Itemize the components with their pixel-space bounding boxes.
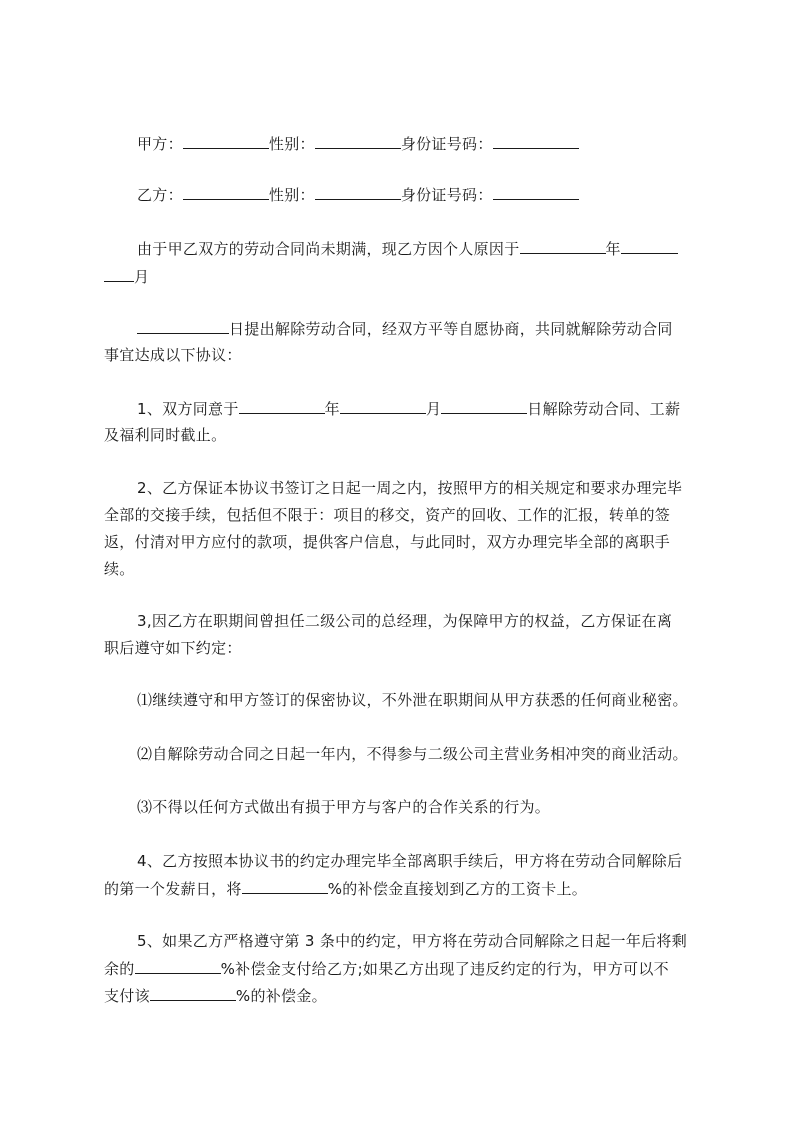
party-a-line [137,133,579,154]
clause-5-line-1: 5、如果乙方严格遵守第 3 条中的约定，甲方将在劳动合同解除之日起一年后将剩 [137,932,688,950]
clause-3-item-3: ⑶不得以任何方式做出有损于甲方与客户的合作关系的行为。 [137,798,551,816]
clause-1-year-label: 年 [324,400,340,418]
clause-1-month-label: 月 [425,400,442,418]
party-b-gender-blank[interactable] [315,184,401,200]
intro-text: 由于甲乙双方的劳动合同尚未期满，现乙方因个人原因于 [137,240,520,258]
party-b-id-label: 身份证号码： [400,186,493,204]
intro-month-blank-b[interactable] [104,266,134,282]
party-a-gender-blank[interactable] [315,133,401,149]
clause-5-suffix-2: %补偿金支付给乙方;如果乙方出现了违反约定的行为，甲方可以不 [220,960,669,978]
clause-3-line-2: 职后遵守如下约定： [104,639,242,657]
intro-month-label: 月 [134,268,150,286]
party-b-label: 乙方： [137,186,183,204]
clause-1-line-1 [137,398,680,419]
party-b-name-blank[interactable] [183,184,269,200]
intro-year-label: 年 [605,240,621,258]
clause-2-line-4: 续。 [104,560,135,578]
intro-day-blank[interactable] [137,318,229,334]
clause-3-line-1: 3,因乙方在职期间曾担任二级公司的总经理，为保障甲方的权益，乙方保证在离 [137,612,673,630]
clause-5-prefix-3: 支付该 [104,987,150,1005]
clause-1-text-2: 及福利同时截止。 [104,426,227,444]
intro-text-3: 事宜达成以下协议： [104,346,242,364]
clause-4-suffix: %的补偿金直接划到乙方的工资卡上。 [327,880,588,898]
intro-line-3 [104,345,242,365]
clause-2-line-3: 返，付清对甲方应付的款项，提供客户信息，与此同时，双方办理完毕全部的离职手 [104,533,671,551]
clause-5-prefix-2: 余的 [104,960,135,978]
intro-line-1 [137,238,678,259]
party-a-gender-label: 性别： [268,135,315,153]
clause-1-month-blank[interactable] [340,398,426,414]
clause-5-line-3 [104,985,327,1006]
party-b-id-blank[interactable] [493,184,579,200]
party-a-id-label: 身份证号码： [400,135,493,153]
party-a-label: 甲方： [137,135,183,153]
clause-1-day-text: 日解除劳动合同、工薪 [527,400,681,418]
intro-year-blank[interactable] [520,238,606,254]
intro-line-1b [104,266,149,287]
clause-4-percent-blank[interactable] [242,878,328,894]
clause-3-item-1: ⑴继续遵守和甲方签订的保密协议，不外泄在职期间从甲方获悉的任何商业秘密。 [137,691,688,709]
party-b-line [137,184,579,205]
party-a-id-blank[interactable] [493,133,579,149]
clause-2-line-2: 全部的交接手续，包括但不限于：项目的移交，资产的回收、工作的汇报，转单的签 [104,506,671,524]
intro-month-blank-a[interactable] [621,238,678,254]
clause-1-day-blank[interactable] [441,398,527,414]
intro-text-2: 日提出解除劳动合同，经双方平等自愿协商，共同就解除劳动合同 [229,320,673,338]
party-b-gender-label: 性别： [268,186,315,204]
party-a-name-blank[interactable] [183,133,269,149]
clause-1-prefix: 1、双方同意于 [137,400,239,418]
clause-4-prefix: 的第一个发薪日，将 [104,880,242,898]
clause-1-line-2 [104,425,226,445]
clause-5-percent-blank-1[interactable] [135,958,221,974]
clause-5-percent-blank-2[interactable] [150,985,236,1001]
clause-5-suffix-3: %的补偿金。 [235,987,327,1005]
clause-2-line-1: 2、乙方保证本协议书签订之日起一周之内，按照甲方的相关规定和要求办理完毕 [137,479,683,497]
clause-5-line-2 [104,958,669,979]
clause-3-item-2: ⑵自解除劳动合同之日起一年内，不得参与二级公司主营业务相冲突的商业活动。 [137,745,688,763]
clause-1-year-blank[interactable] [239,398,325,414]
clause-4-line-1: 4、乙方按照本协议书的约定办理完毕全部离职手续后，甲方将在劳动合同解除后 [137,852,683,870]
clause-4-line-2 [104,878,587,899]
intro-line-2 [137,318,673,339]
